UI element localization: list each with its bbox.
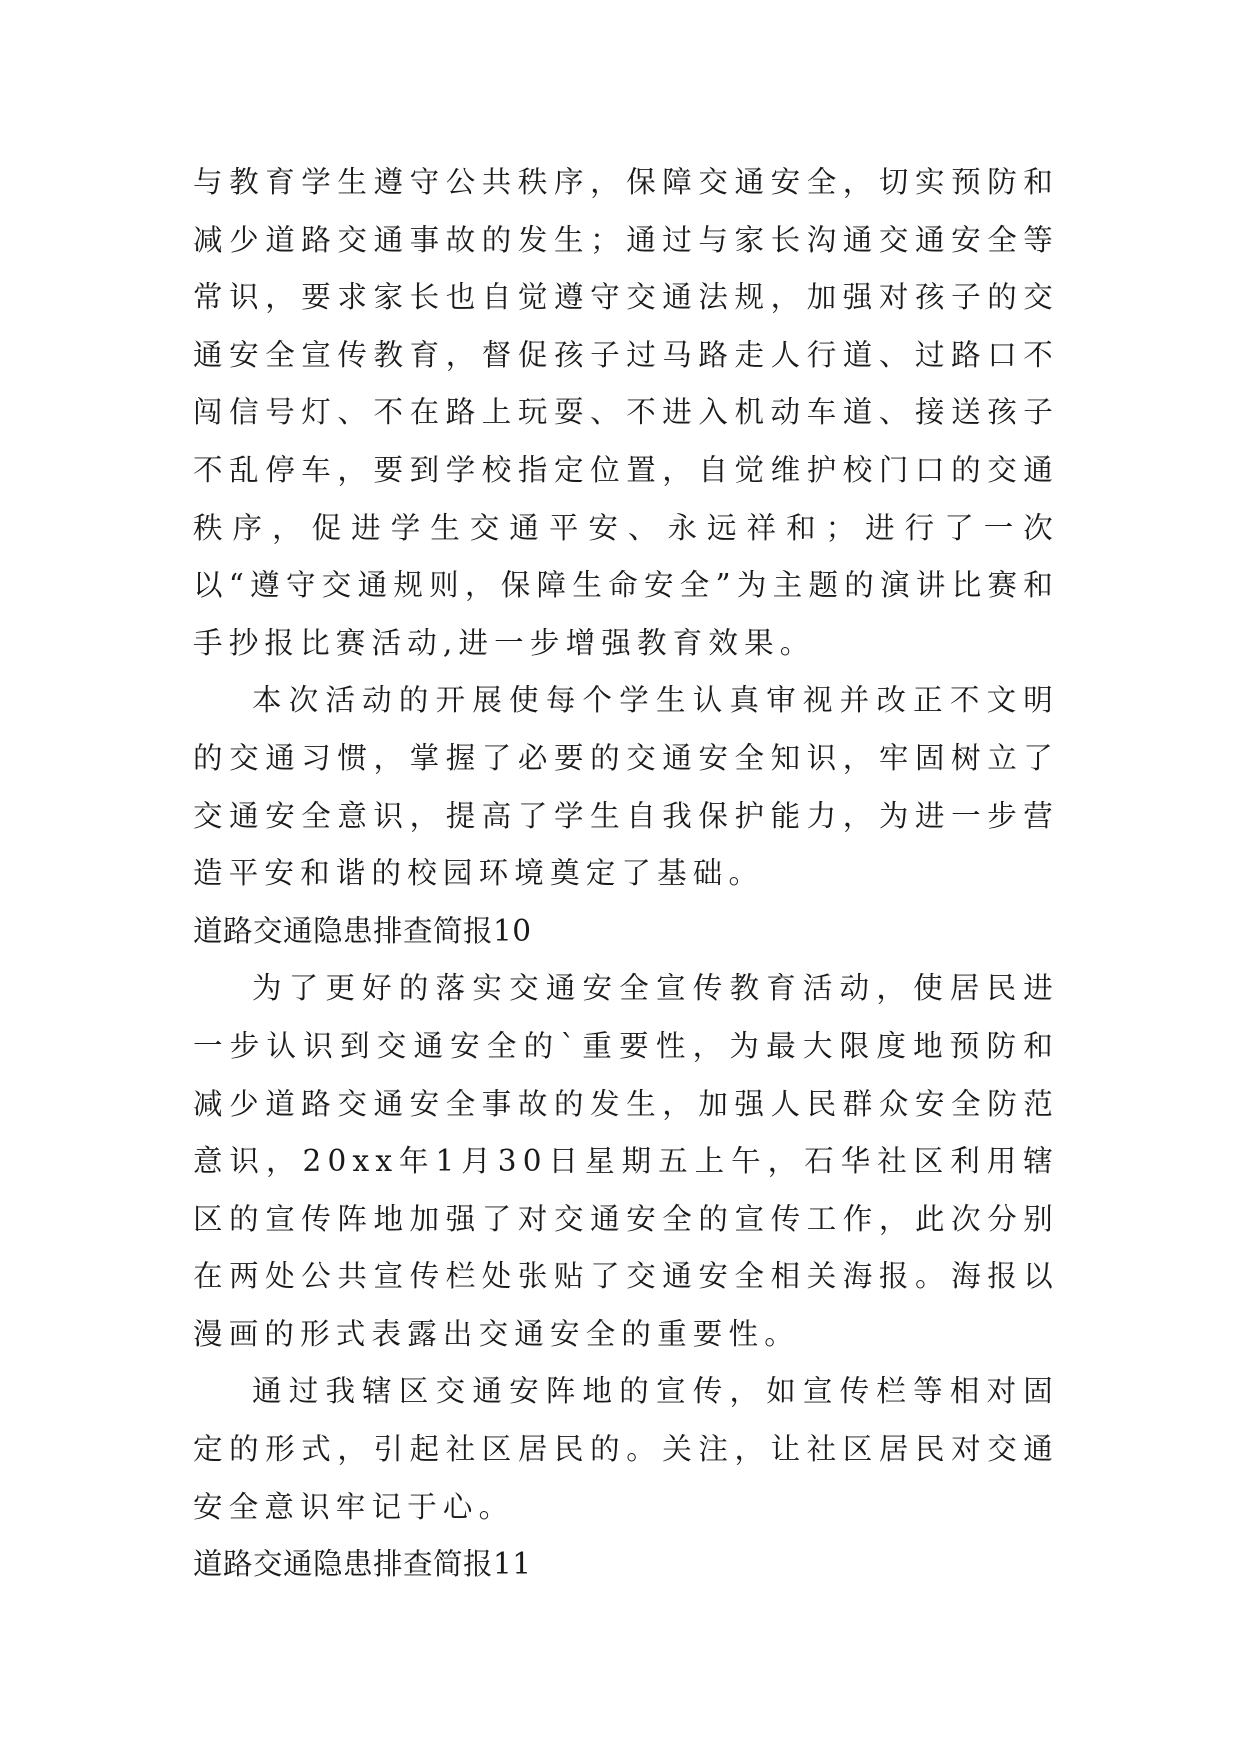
paragraph-continuation: 与教育学生遵守公共秩序，保障交通安全，切实预防和减少道路交通事故的发生；通过与家长沟通交通安全等常识，要求家长也自觉遵守交通法规，加强对孩子的交通安全宣传教育，督促孩子过马路走人行道、过路口不闯信号灯、不在路上玩耍、不进入机动车道、接送孩子不乱停车，要到学校指定位置，自觉维护校门口的交通秩序，促进学生交通平安、永远祥和；进行了一次以“遵守交通规则，保障生命安全”为主题的演讲比赛和手抄报比赛活动,进一步增强教育效果。 [193, 165, 1059, 660]
paragraph-community-awareness: 通过我辖区交通安阵地的宣传，如宣传栏等相对固定的形式，引起社区居民的。关注，让社区居民对交通安全意识牢记于心。 [193, 1374, 1059, 1524]
section-heading-10: 道路交通隐患排查简报10 [193, 913, 532, 948]
paragraph-publicity-campaign: 为了更好的落实交通安全宣传教育活动，使居民进一步认识到交通安全的`重要性，为最大限度地预防和减少道路交通安全事故的发生，加强人民群众安全防范意识，20xx年1月30日星期五上午，石华社区利用辖区的宣传阵地加强了对交通安全的宣传工作，此次分别在两处公共宣传栏处张贴了交通安全相关海报。海报以漫画的形式表露出交通安全的重要性。 [193, 971, 1059, 1351]
section-heading-11: 道路交通隐患排查简报11 [193, 1547, 532, 1582]
document-page [193, 154, 1059, 1594]
paragraph-activity-summary: 本次活动的开展使每个学生认真审视并改正不文明的交通习惯，掌握了必要的交通安全知识，牢固树立了交通安全意识，提高了学生自我保护能力，为进一步营造平安和谐的校园环境奠定了基础。 [193, 683, 1059, 891]
